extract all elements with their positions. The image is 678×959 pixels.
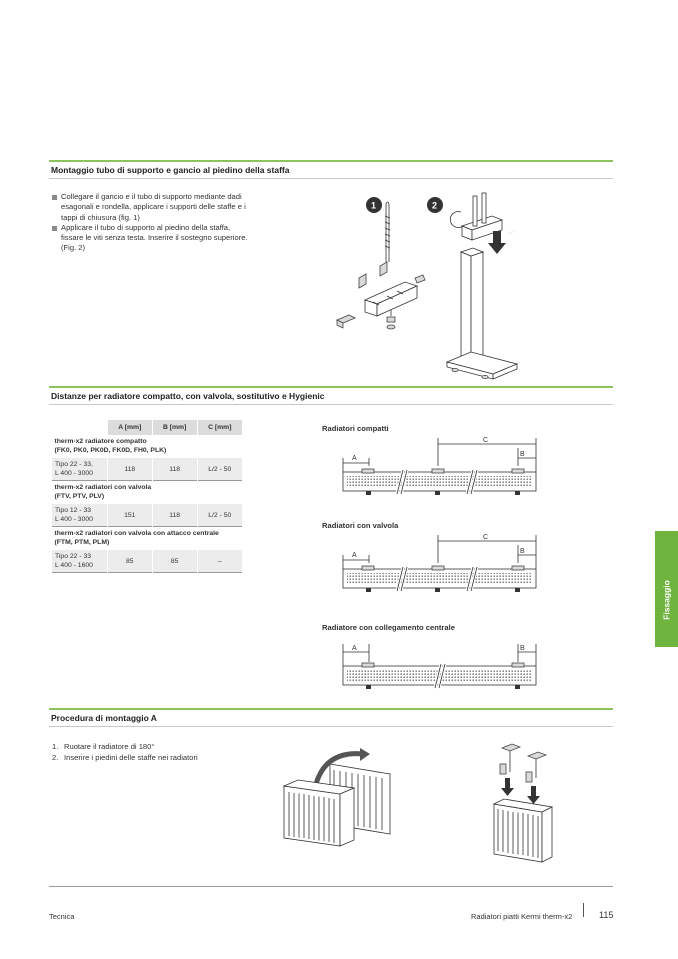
cell-b: 118 — [152, 504, 197, 527]
cell-a: 85 — [107, 550, 152, 573]
cell-a: 151 — [107, 504, 152, 527]
list-item: Collegare il gancio e il tubo di supporto mediante dadi esagonali e rondella, applicare i supporti delle staffe e i tappi di chiusura (fig. 1) — [52, 192, 252, 223]
table-group-row — [52, 527, 243, 550]
table-header-cell: A [mm] — [107, 420, 152, 435]
insert-feet-illustration — [488, 742, 558, 867]
section-side-tab[interactable] — [655, 531, 678, 647]
figure-2-number: 2 — [432, 200, 438, 211]
side-tab-label: Fissaggio — [661, 580, 672, 620]
diagram-central-radiator — [340, 640, 540, 695]
cell-a: 118 — [107, 458, 152, 481]
section-header-distances — [49, 386, 613, 405]
step-text: Ruotare il radiatore di 180° — [64, 742, 155, 751]
dimension-label-a: A — [352, 552, 357, 559]
dimension-label-c: C — [483, 534, 489, 541]
table-group-row — [52, 435, 243, 458]
row-label: Tipo 12 - 33 L 400 - 3000 — [52, 504, 108, 527]
rotate-radiator-illustration — [280, 748, 395, 846]
figure-1-number: 1 — [371, 200, 377, 211]
dimension-label-a: A — [352, 645, 357, 652]
step-text: Inserire i piedini delle staffe nei radiatori — [64, 753, 198, 762]
dimension-label-b: B — [520, 451, 525, 458]
table-header-cell: C [mm] — [197, 420, 242, 435]
row-label: Tipo 22 - 33 L 400 - 1600 — [52, 550, 108, 573]
footer-section-label: Tecnica — [49, 912, 75, 921]
section-title: Montaggio tubo di supporto e gancio al piedino della staffa — [51, 165, 290, 175]
dimension-label-b: B — [520, 645, 525, 652]
diagram-title-compact: Radiatori compatti — [322, 424, 389, 433]
page-number: 115 — [599, 910, 614, 920]
dimension-label-b: B — [520, 548, 525, 555]
dimension-label-a: A — [352, 455, 357, 462]
table-group-row — [52, 481, 243, 504]
group-title: therm-x2 radiatori con valvola (FTV, PTV, PLV) — [52, 481, 243, 504]
footer-divider — [49, 886, 613, 887]
section-header-mounting — [49, 160, 613, 179]
table-row — [52, 458, 243, 481]
cell-c: – — [197, 550, 242, 573]
list-item — [52, 741, 272, 752]
section-title: Distanze per radiatore compatto, con valvola, sostitutivo e Hygienic — [51, 391, 325, 401]
cell-c: L/2 - 50 — [197, 458, 242, 481]
cell-c: L/2 - 50 — [197, 504, 242, 527]
section-header-procedure — [49, 708, 613, 727]
list-item — [52, 752, 272, 763]
dimension-table — [51, 420, 242, 573]
cell-b: 118 — [152, 458, 197, 481]
diagram-title-valve: Radiatori con valvola — [322, 521, 399, 530]
section-title: Procedura di montaggio A — [51, 713, 157, 723]
group-title: therm-x2 radiatore compatto (FK0, PK0, PK0D, FK0D, FH0, PLK) — [52, 435, 243, 458]
dimension-label-c: C — [483, 437, 489, 444]
procedure-steps — [52, 741, 272, 763]
diagram-valve-radiator — [340, 533, 540, 595]
figure-2-illustration — [425, 186, 535, 381]
table-header-cell — [52, 420, 108, 435]
table-header-cell: B [mm] — [152, 420, 197, 435]
group-title: therm-x2 radiatori con valvola con attacco centrale (FTM, PTM, PLM) — [52, 527, 243, 550]
diagram-title-central: Radiatore con collegamento centrale — [322, 623, 455, 632]
table-row — [52, 504, 243, 527]
mounting-instructions — [52, 192, 252, 254]
list-item: Applicare il tubo di supporto al piedino della staffa, fissare le viti senza testa. Inserire il sostegno superiore. (Fig. 2) — [52, 223, 252, 254]
row-label: Tipo 22 - 33, L 400 - 3000 — [52, 458, 108, 481]
footer-separator — [583, 903, 584, 917]
table-row — [52, 550, 243, 573]
step-number: 2. — [52, 753, 59, 762]
step-number: 1. — [52, 742, 59, 751]
footer-document-title: Radiatori piatti Kermi therm-x2 — [471, 912, 573, 921]
table-header-row — [52, 420, 243, 435]
cell-b: 85 — [152, 550, 197, 573]
diagram-compact-radiator — [340, 436, 540, 498]
